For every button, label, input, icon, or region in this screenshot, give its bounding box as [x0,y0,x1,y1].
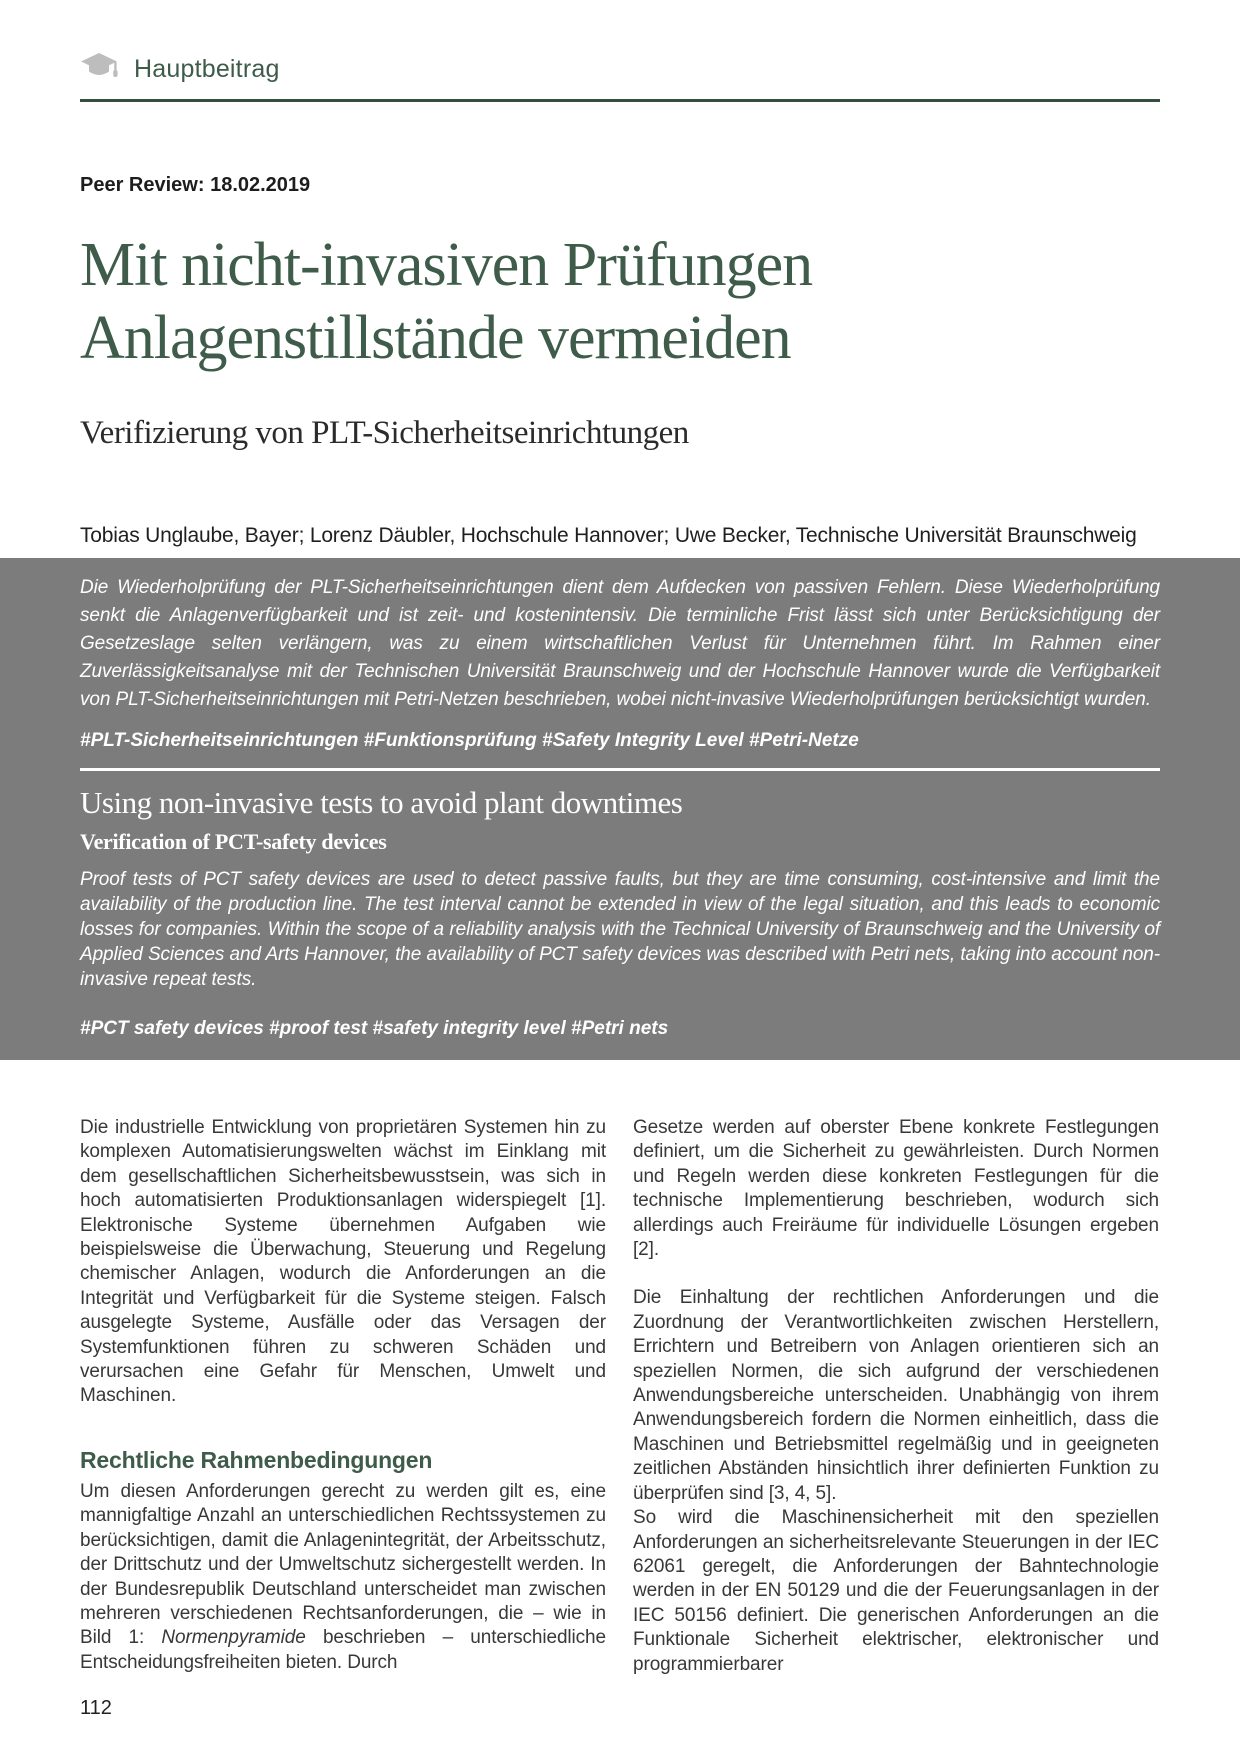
section-banner [80,0,1160,86]
article-subtitle: Verifizierung von PLT-Sicherheitseinrichtungen [80,415,689,451]
english-title: Using non-invasive tests to avoid plant downtimes [80,785,683,820]
keywords-german: #PLT-Sicherheitseinrichtungen #Funktionsprüfung #Safety Integrity Level #Petri-Netze [80,730,859,751]
abstract-german: Die Wiederholprüfung der PLT-Sicherheitseinrichtungen dient dem Aufdecken von passiven Fehlern. Diese Wiederholprüfung senkt die Anlagenverfügbarkeit und ist zeit- und kostenintensiv. Die terminliche Frist lässt sich unter Berücksichtigung der Gesetzeslage selten verlängern, was zu einem wirtschaftlichen Verlust für Unternehmen führt. Im Rahmen einer Zuverlässigkeitsanalyse mit der Technischen Universität Braunschweig und der Hochschule Hannover wurde die Verfügbarkeit von PLT-Sicherheitseinrichtungen mit Petri-Netzen beschrieben, wobei nicht-invasive Wiederholprüfungen berücksichtigt wurden. [80,577,1160,710]
keywords-english: #PCT safety devices #proof test #safety integrity level #Petri nets [80,1018,669,1039]
body-paragraph: So wird die Maschinensicherheit mit den speziellen Anforderungen an sicherheitsrelevante Steuerungen in der IEC 62061 geregelt, die Anforderungen der Bahntechnologie werden in der EN 50129 und die der Feuerungsanlagen in der IEC 50156 definiert. Die generischen Anforderungen an die Funktionale Sicherheit elektrischer, elektronischer und programmierbarer [633,1507,1159,1675]
body-paragraph: Gesetze werden auf oberster Ebene konkrete Festlegungen definiert, um die Sicherheit zu gewährleisten. Durch Normen und Regeln werden diese konkreten Festlegungen für die technische Implementierung beschrieben, wodurch sich allerdings auch Freiräume für individuelle Lösungen ergeben [2]. [633,1117,1159,1261]
abstract-divider [80,768,1160,771]
body-columns [80,1116,1160,1677]
article-title-line2: Anlagenstillstände vermeiden [80,304,791,372]
english-subtitle: Verification of PCT-safety devices [80,829,387,854]
abstract-english: Proof tests of PCT safety devices are used to detect passive faults, but they are time consuming, cost-intensive and limit the availability of the production line. The test interval cannot be extended in view of the legal situation, and this leads to economic losses for companies. Within the scope of a reliability analysis with the Technical University of Braunschweig and the University of Applied Sciences and Arts Hannover, the availability of PCT safety devices was described with Petri nets, taking into account non-invasive repeat tests. [80,869,1160,990]
body-paragraph: Die Einhaltung der rechtlichen Anforderungen und die Zuordnung der Verantwortlichkeiten zwischen Herstellern, Errichtern und Betreibern von Anlagen orientieren sich an speziellen Normen, die sich aufgrund der verschiedenen Anwendungsbereiche unterscheiden. Unabhängig von ihrem Anwendungsbereich fordern die Normen einheitlich, dass die Maschinen und Betriebsmittel regelmäßig und in geeigneten zeitlichen Abständen hinsichtlich ihrer definierten Funktion zu überprüfen sind [3, 4, 5]. [633,1287,1159,1504]
abstract-band [0,558,1240,1060]
paragraph-text: Um diesen Anforderungen gerecht zu werden gilt es, eine mannigfaltige Anzahl an unterschiedlichen Rechtssystemen zu berücksichtigen, damit die Anlagenintegrität, der Arbeitsschutz, der Drittschutz und der Umweltschutz sichergestellt werden. In der Bundesrepublik Deutschland unterscheidet man zwischen mehreren verschiedenen Rechtsanforderungen, die – wie in Bild 1: [80,1480,606,1649]
peer-review-date: Peer Review: 18.02.2019 [80,174,311,196]
article-title-line1: Mit nicht-invasiven Prüfungen [80,231,813,299]
header-divider [80,99,1160,102]
page-header [0,0,1240,102]
right-column [633,1116,1159,1677]
section-label: Hauptbeitrag [134,54,280,83]
authors-line: Tobias Unglaube, Bayer; Lorenz Däubler, Hochschule Hannover; Uwe Becker, Technische Universität Braunschweig [80,524,1137,547]
section-heading-rechtliche-rahmenbedingungen: Rechtliche Rahmenbedingungen [80,1446,433,1473]
paragraph-text: beschrieben – unterschiedliche Entscheidungsfreiheiten bieten. Durch [80,1627,606,1673]
article-title [80,229,1160,375]
figure-reference-italic: Normenpyramide [161,1627,306,1649]
page-number: 112 [80,1697,112,1719]
left-column [80,1116,606,1677]
body-paragraph [80,1480,606,1675]
body-paragraph: Die industrielle Entwicklung von proprietären Systemen hin zu komplexen Automatisierungswelten wächst im Einklang mit dem gesellschaftlichen Sicherheitsbewusstsein, was sich in hoch automatisierten Produktionsanlagen widerspiegelt [1]. Elektronische Systeme übernehmen Aufgaben wie beispielsweise die Überwachung, Steuerung und Regelung chemischer Anlagen, wodurch die Anforderungen an die Integrität und Verfügbarkeit für die Systeme steigen. Falsch ausgelegte Systeme, Ausfälle oder das Versagen der Systemfunktionen führen zu schweren Schäden und verursachen eine Gefahr für Menschen, Umwelt und Maschinen. [80,1117,606,1407]
graduation-cap-icon [80,52,120,86]
